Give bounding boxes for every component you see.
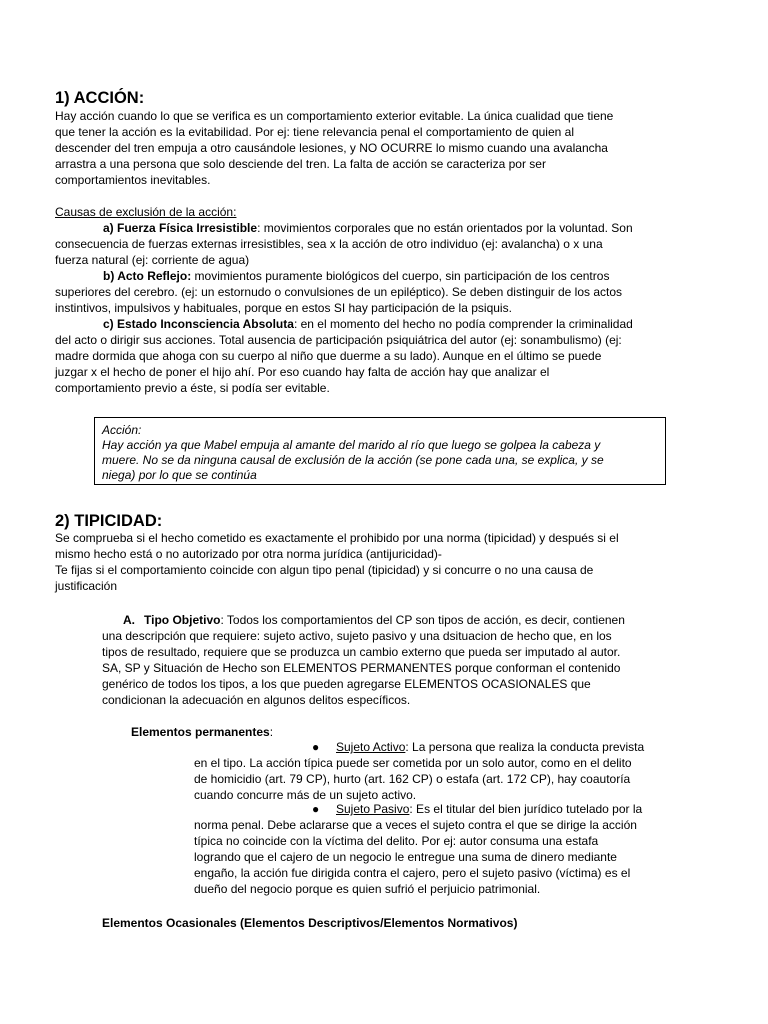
accion-intro-line: Hay acción cuando lo que se verifica es un comportamiento exterior evitable. La única cualidad que tiene bbox=[55, 109, 614, 123]
exclusion-c-line: comportamiento previo a éste, si podía ser evitable. bbox=[55, 381, 330, 395]
exclusion-item-b bbox=[55, 268, 715, 284]
tipicidad-intro-line: Te fijas si el comportamiento coincide con algun tipo penal (tipicidad) y si concurre o no una causa de bbox=[55, 563, 594, 577]
tipo-objetivo bbox=[102, 612, 702, 708]
exclusion-item-c bbox=[55, 316, 715, 332]
sujeto-pasivo-line: norma penal. Debe aclararse que a veces el sujeto contra el que se dirige la acción bbox=[194, 818, 637, 832]
tipo-objetivo-marker: A. bbox=[123, 613, 135, 627]
exclusion-c-label: c) Estado Inconsciencia Absoluta bbox=[103, 317, 294, 331]
exclusion-a-text: : movimientos corporales que no están orientados por la voluntad. Son bbox=[257, 221, 633, 235]
sujeto-activo-first-line bbox=[194, 739, 694, 755]
sujeto-pasivo-line: logrando que el cajero de un negocio le entregue una suma de dinero mediante bbox=[194, 850, 617, 864]
sujeto-activo-item bbox=[194, 739, 694, 803]
tipicidad-intro-line: Se comprueba si el hecho cometido es exactamente el prohibido por una norma (tipicidad) y después si el bbox=[55, 531, 619, 545]
exclusion-a-line: consecuencia de fuerzas externas irresistibles, sea x la acción de otro individuo (ej: avalancha) o x una bbox=[55, 237, 603, 251]
box-line: muere. No se da ninguna causal de exclusión de la acción (se pone cada una, se explica, y se bbox=[102, 453, 604, 467]
sujeto-pasivo-text: : Es el titular del bien jurídico tutelado por la bbox=[409, 802, 643, 816]
exclusion-title: Causas de exclusión de la acción: bbox=[55, 205, 237, 219]
exclusion-item-a bbox=[55, 220, 715, 236]
bullet-icon: ● bbox=[312, 802, 320, 816]
section-heading-accion: 1) ACCIÓN: bbox=[55, 89, 145, 107]
accion-intro bbox=[55, 108, 715, 188]
sujeto-pasivo-label: Sujeto Pasivo bbox=[336, 802, 410, 816]
exclusion-a-label: a) Fuerza Física Irresistible bbox=[103, 221, 258, 235]
tipo-objetivo-first-line bbox=[102, 612, 702, 628]
accion-intro-line: comportamientos inevitables. bbox=[55, 173, 211, 187]
sujeto-activo-text: : La persona que realiza la conducta prevista bbox=[405, 740, 645, 754]
bullet-icon: ● bbox=[312, 740, 320, 754]
elementos-permanentes-title bbox=[131, 724, 273, 740]
exclusion-causes bbox=[55, 204, 715, 396]
exclusion-b-line: instintivos, impulsivos y habituales, porque en estos SI hay participación de la psiquis. bbox=[55, 301, 512, 315]
sujeto-pasivo-item bbox=[194, 801, 694, 897]
elementos-permanentes-label: Elementos permanentes bbox=[131, 725, 270, 739]
section-heading-tipicidad: 2) TIPICIDAD: bbox=[55, 512, 163, 530]
tipo-objetivo-label: Tipo Objetivo bbox=[144, 613, 221, 627]
exclusion-c-line: del acto o dirigir sus acciones. Total ausencia de participación psiquiátrica del autor (ej: sonambulismo) (ej: bbox=[55, 333, 622, 347]
tipo-objetivo-line: condicionan la adecuación en algunos delitos específicos. bbox=[102, 693, 411, 707]
exclusion-a-line: fuerza natural (ej: corriente de agua) bbox=[55, 253, 250, 267]
box-line: Acción: bbox=[102, 423, 142, 437]
exclusion-b-label: b) Acto Reflejo: bbox=[103, 269, 192, 283]
sujeto-activo-label: Sujeto Activo bbox=[336, 740, 406, 754]
tipo-objetivo-line: tipos de resultado, requiere que se produzca un cambio externo que pueda ser imputado al autor. bbox=[102, 645, 621, 659]
box-line: Hay acción ya que Mabel empuja al amante del marido al río que luego se golpea la cabeza y bbox=[102, 438, 601, 452]
tipo-objetivo-line: genérico de todos los tipos, a los que pueden agregarse ELEMENTOS OCASIONALES que bbox=[102, 677, 591, 691]
sujeto-activo-line: de homicidio (art. 79 CP), hurto (art. 162 CP) o estafa (art. 172 CP), hay coautoría bbox=[194, 772, 631, 786]
exclusion-c-line: juzgar x el hecho de poner el hijo ahí. Por eso cuando hay falta de acción hay que analizar el bbox=[55, 365, 550, 379]
sujeto-pasivo-line: dueño del negocio porque es quien sufrió el perjuicio patrimonial. bbox=[194, 882, 541, 896]
sujeto-pasivo-line: típica no coincide con la víctima del delito. Por ej: autor consuma una estafa bbox=[194, 834, 599, 848]
elementos-permanentes-colon: : bbox=[269, 725, 274, 739]
sujeto-activo-line: en el tipo. La acción típica puede ser cometida por un solo autor, como en el delito bbox=[194, 756, 632, 770]
sujeto-activo-line: cuando concurre más de un sujeto activo. bbox=[194, 788, 417, 802]
exclusion-b-line: superiores del cerebro. (ej: un estornudo o convulsiones de un epiléptico). Se deben distinguir de los actos bbox=[55, 285, 623, 299]
exclusion-c-text: : en el momento del hecho no podía comprender la criminalidad bbox=[293, 317, 633, 331]
tipicidad-intro-line: mismo hecho está o no autorizado por otra norma jurídica (antijuricidad)- bbox=[55, 547, 442, 561]
exclusion-c-line: madre dormida que ahoga con su cuerpo al niño que duerme a su lado). Aunque en el último se puede bbox=[55, 349, 602, 363]
tipicidad-intro-line: justificación bbox=[55, 579, 118, 593]
accion-intro-line: arrastra a una persona que solo desciende del tren. La falta de acción se caracteriza por ser bbox=[55, 157, 546, 171]
tipicidad-intro bbox=[55, 530, 715, 594]
case-analysis-box bbox=[94, 417, 666, 485]
box-line: niega) por lo que se continúa bbox=[102, 468, 257, 482]
accion-intro-line: descender del tren empuja a otro causándole lesiones, y NO OCURRE lo mismo cuando una avalancha bbox=[55, 141, 608, 155]
exclusion-b-text: movimientos puramente biológicos del cuerpo, sin participación de los centros bbox=[191, 269, 610, 283]
elementos-ocasionales-title: Elementos Ocasionales (Elementos Descriptivos/Elementos Normativos) bbox=[102, 916, 518, 930]
sujeto-pasivo-first-line bbox=[194, 801, 694, 817]
accion-intro-line: que tener la acción es la evitabilidad. Por ej: tiene relevancia penal el comportamiento de quien al bbox=[55, 125, 574, 139]
sujeto-pasivo-line: engaño, la acción fue dirigida contra el cajero, pero el sujeto pasivo (víctima) es el bbox=[194, 866, 631, 880]
tipo-objetivo-line: una descripción que requiere: sujeto activo, sujeto pasivo y una dsituacion de hecho que, en los bbox=[102, 629, 612, 643]
tipo-objetivo-line: SA, SP y Situación de Hecho son ELEMENTOS PERMANENTES porque conforman el contenido bbox=[102, 661, 621, 675]
tipo-objetivo-text: : Todos los comportamientos del CP son tipos de acción, es decir, contienen bbox=[220, 613, 625, 627]
